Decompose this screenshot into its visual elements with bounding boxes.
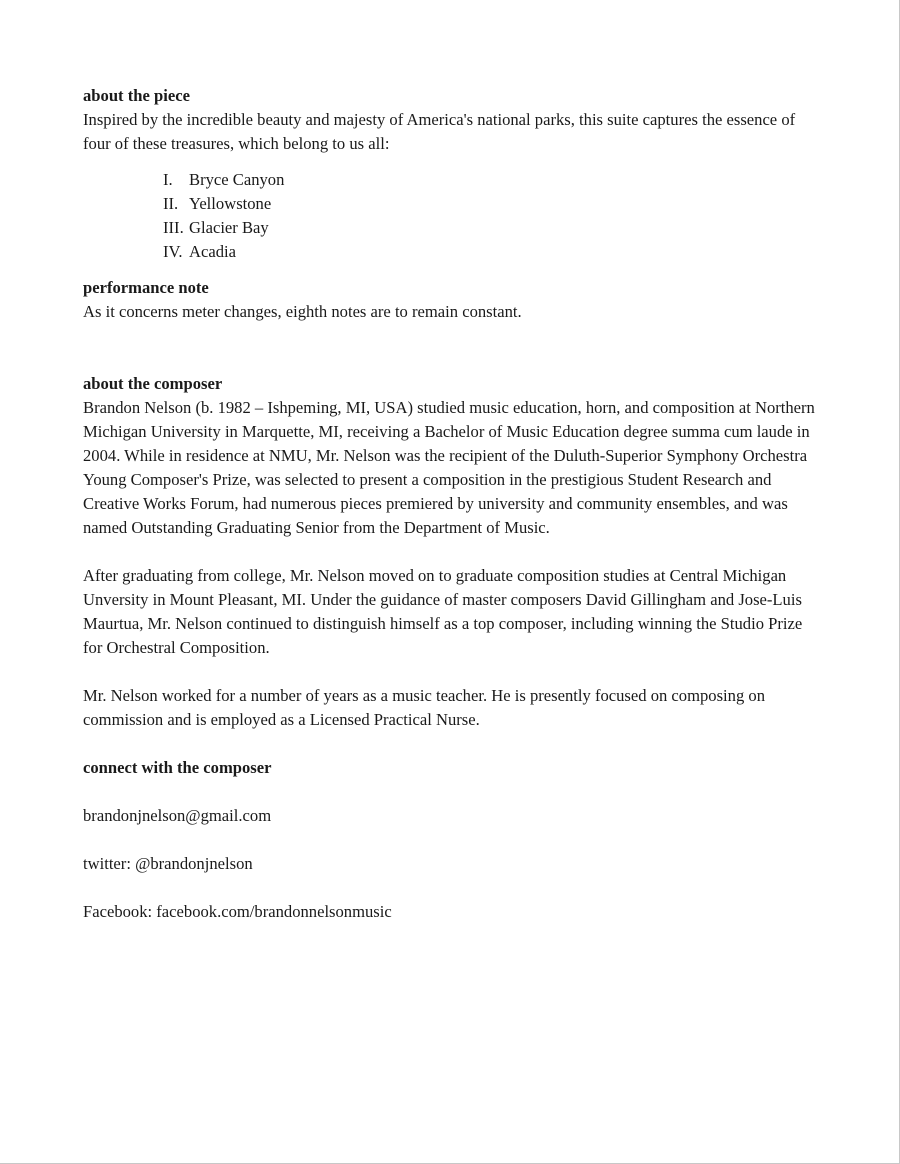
composer-bio-paragraph-2: After graduating from college, Mr. Nelson moved on to graduate composition studies at Central Michigan Unversity in Mount Pleasant, MI. Under the guidance of master composers David Gillingham and Jose-Luis Maurtua, Mr. Nelson continued to distinguish himself as a top composer, including winning the Studio Prize for Orchestral Composition.: [83, 566, 803, 657]
movement-item: [163, 168, 823, 192]
section-spacer: [83, 324, 823, 372]
movement-item: [163, 240, 823, 264]
composer-bio-paragraph-3: Mr. Nelson worked for a number of years as a music teacher. He is presently focused on composing on commission and is employed as a Licensed Practical Nurse.: [83, 686, 766, 729]
composer-twitter: twitter: @brandonjnelson: [83, 854, 253, 873]
performance-note-text: As it concerns meter changes, eighth notes are to remain constant.: [83, 302, 522, 321]
movement-numeral: III.: [163, 218, 184, 237]
composer-facebook: Facebook: facebook.com/brandonnelsonmusic: [83, 902, 392, 921]
movement-list: [163, 168, 823, 264]
movement-item: [163, 192, 823, 216]
paragraph-spacer: [83, 780, 823, 804]
page-content: [83, 84, 823, 924]
movement-numeral: II.: [163, 194, 179, 213]
performance-note-heading: performance note: [83, 278, 209, 297]
connect-heading: connect with the composer: [83, 758, 272, 777]
movement-title: Acadia: [189, 242, 236, 261]
paragraph-spacer: [83, 828, 823, 852]
movement-numeral: IV.: [163, 242, 183, 261]
paragraph-spacer: [83, 540, 823, 564]
paragraph-spacer: [83, 876, 823, 900]
about-the-composer-heading: about the composer: [83, 374, 223, 393]
composer-bio-paragraph-1: Brandon Nelson (b. 1982 – Ishpeming, MI, USA) studied music education, horn, and composition at Northern Michigan University in Marquette, MI, receiving a Bachelor of Music Education degree summa cum laude in 2004. While in residence at NMU, Mr. Nelson was the recipient of the Duluth-Superior Symphony Orchestra Young Composer's Prize, was selected to present a composition in the prestigious Student Research and Creative Works Forum, had numerous pieces premiered by university and community ensembles, and was named Outstanding Graduating Senior from the Department of Music.: [83, 398, 815, 537]
paragraph-spacer: [83, 732, 823, 756]
movement-numeral: I.: [163, 170, 173, 189]
composer-email: brandonjnelson@gmail.com: [83, 806, 272, 825]
movement-item: [163, 216, 823, 240]
piece-intro: Inspired by the incredible beauty and majesty of America's national parks, this suite captures the essence of four of these treasures, which belong to us all:: [83, 110, 796, 153]
paragraph-spacer: [83, 660, 823, 684]
movement-title: Yellowstone: [189, 194, 272, 213]
movement-title: Bryce Canyon: [189, 170, 285, 189]
movement-title: Glacier Bay: [189, 218, 269, 237]
about-the-piece-heading: about the piece: [83, 86, 190, 105]
